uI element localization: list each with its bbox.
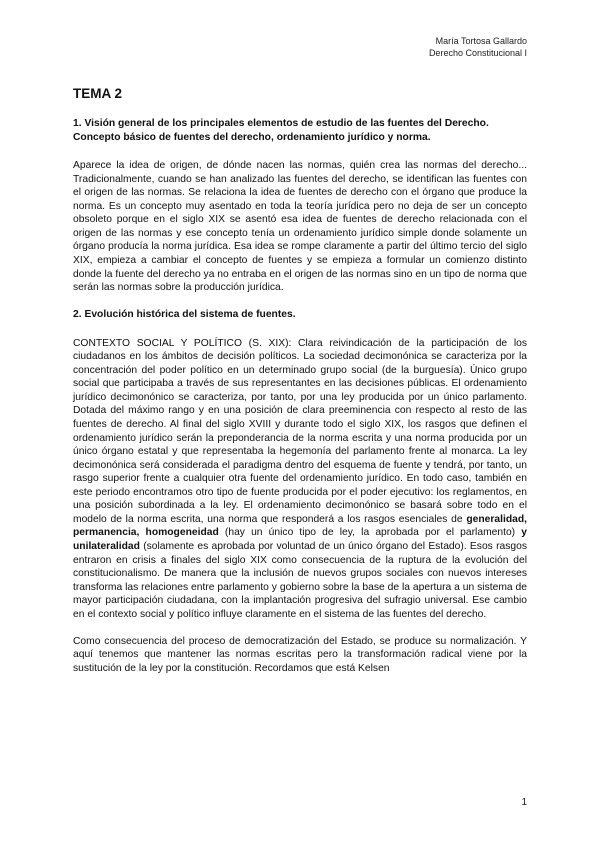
section-2-paragraph-2: Como consecuencia del proceso de democratización del Estado, se produce su normalización. Y aquí tenemos que mantener las normas escritas pero la transformación radical viene por la sustitución de la ley por la constitución. Recordamos que está Kelsen [73, 635, 527, 674]
paragraph-text: CONTEXTO SOCIAL Y POLÍTICO (S. XIX): Clara reivindicación de la participación de los ciudadanos en los ámbitos de decisión políticos. La sociedad decimonónica se caracteriza por la concentración del poder político en un determinado grupo social (de la burguesía). Único grupo social que participaba a través de sus representantes en las decisiones públicas. El ordenamiento jurídico decimonónico se caracteriza, por tanto, por una ley producida por un único parlamento. Dotada del máximo rango y en una posición de clara preeminencia con respecto al resto de las fuentes de derecho. Al final del siglo XVIII y durante todo el siglo XIX, los rasgos que definen el ordenamiento jurídico serán la preponderancia de la norma escrita y una norma producida por un único órgano estatal y que representaba la hegemonía del parlamento frente al monarca. La ley decimonónica será considerada el paradigma dentro del esquema de fuente y tendrá, por tanto, un rasgo superior frente a cualquier otra fuente del ordenamiento jurídico. En todo caso, también en este periodo encontramos otro tipo de fuente producida por el poder ejecutivo: los reglamentos, en una posición subordinada a la ley. El ordenamiento decimonónico se basará sobre todo en el modelo de la norma escrita, una norma que responderá a los rasgos esenciales de [73, 337, 527, 525]
page-number: 1 [521, 797, 527, 808]
section-2-paragraph-1 [73, 337, 527, 621]
bold-text: generalidad, permanencia, homogeneidad [73, 513, 527, 539]
section-1-paragraph: Aparece la idea de origen, de dónde nacen las normas, quién crea las normas del derecho... Tradicionalmente, cuando se han analizado las fuentes del derecho, se identifican las fuentes con el origen de las normas. Se relaciona la idea de fuentes de derecho con el órgano que produce la norma. Es un concepto muy asentado en toda la teoría jurídica pero no deja de ser un concepto obsoleto porque en el siglo XIX se asentó esa idea de fuentes de derecho relacionada con el origen de las normas y ese concepto tenía un ordenamiento jurídico simple donde solamente un órgano producía la norma jurídica. Esa idea se rompe claramente a partir del último tercio del siglo XIX, empieza a cambiar el concepto de fuentes y se empieza a formular un comienzo distinto donde la fuente del derecho ya no entraba en el origen de las normas sino en un tipo de norma que serán las normas sobre la producción jurídica. [73, 160, 527, 294]
paragraph-text: (hay un único tipo de ley, la aprobada por el parlamento) [218, 527, 522, 539]
author-name: María Tortosa Gallardo [435, 36, 527, 46]
section-2-heading: 2. Evolución histórica del sistema de fuentes. [73, 309, 296, 321]
paragraph-text: (solamente es aprobada por voluntad de un único órgano del Estado). Esos rasgos entraron en crisis a finales del siglo XIX como consecuencia de la ruptura de la evolución del constitucionalismo. De manera que la inclusión de nuevos grupos sociales con nuevos intereses transforma las relaciones entre parlamento y gobierno sobre la base de la apertura a un sistema de mayor participación ciudadana, con la implantación progresiva del sufragio universal. Ese cambio en el contexto social y político influye claramente en el sistema de las fuentes del derecho. [73, 540, 527, 620]
bold-text: y unilateralidad [73, 527, 527, 552]
course-name: Derecho Constitucional I [428, 48, 527, 58]
document-body [73, 86, 527, 689]
page-header [429, 35, 527, 59]
section-1-heading: 1. Visión general de los principales elementos de estudio de las fuentes del Derecho. Concepto básico de fuentes del derecho, ordenamiento jurídico y norma. [73, 118, 489, 143]
document-title: TEMA 2 [73, 86, 123, 101]
